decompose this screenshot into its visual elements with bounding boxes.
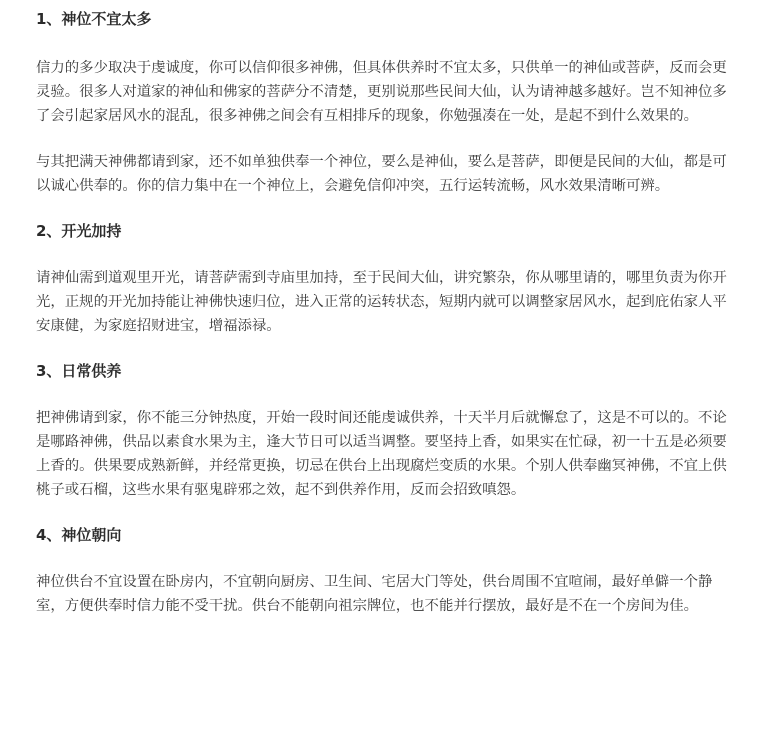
section-title-1: 1、神位不宜太多 xyxy=(36,10,152,28)
section-1-paragraph-1: 信力的多少取决于虔诚度，你可以信仰很多神佛，但具体供养时不宜太多，只供单一的神仙或菩萨，反而会更灵验。很多人对道家的神仙和佛家的菩萨分不清楚，更别说那些民间大仙，认为请神越多越好。岂不知神位多了会引起家居风水的混乱，很多神佛之间会有互相排斥的现象，你勉强凑在一处，是起不到什么效果的。 xyxy=(36,60,727,124)
section-1-paragraph-2: 与其把满天神佛都请到家，还不如单独供奉一个神位，要么是神仙，要么是菩萨，即便是民间的大仙，都是可以诚心供奉的。你的信力集中在一个神位上，会避免信仰冲突，五行运转流畅，风水效果清晰可辨。 xyxy=(36,154,727,194)
section-3-paragraph-1: 把神佛请到家，你不能三分钟热度，开始一段时间还能虔诚供养，十天半月后就懈怠了，这是不可以的。不论是哪路神佛，供品以素食水果为主，逢大节日可以适当调整。要坚持上香，如果实在忙碌，初一十五是必须要上香的。供果要成熟新鲜，并经常更换，切忌在供台上出现腐烂变质的水果。个别人供奉幽冥神佛，不宜上供桃子或石榴，这些水果有驱鬼辟邪之效，起不到供养作用，反而会招致嗔怨。 xyxy=(36,410,727,498)
section-title-4: 4、神位朝向 xyxy=(36,526,122,544)
section-2-paragraph-1: 请神仙需到道观里开光，请菩萨需到寺庙里加持，至于民间大仙，讲究繁杂，你从哪里请的，哪里负责为你开光，正规的开光加持能让神佛快速归位，进入正常的运转状态，短期内就可以调整家居风水，起到庇佑家人平安康健，为家庭招财进宝，增福添禄。 xyxy=(36,270,727,334)
section-title-2: 2、开光加持 xyxy=(36,222,122,240)
section-title-3: 3、日常供养 xyxy=(36,362,122,380)
section-4-paragraph-1: 神位供台不宜设置在卧房内，不宜朝向厨房、卫生间、宅居大门等处，供台周围不宜喧闹，最好单僻一个静室，方便供奉时信力能不受干扰。供台不能朝向祖宗牌位，也不能并行摆放，最好是不在一个房间为佳。 xyxy=(36,574,713,614)
